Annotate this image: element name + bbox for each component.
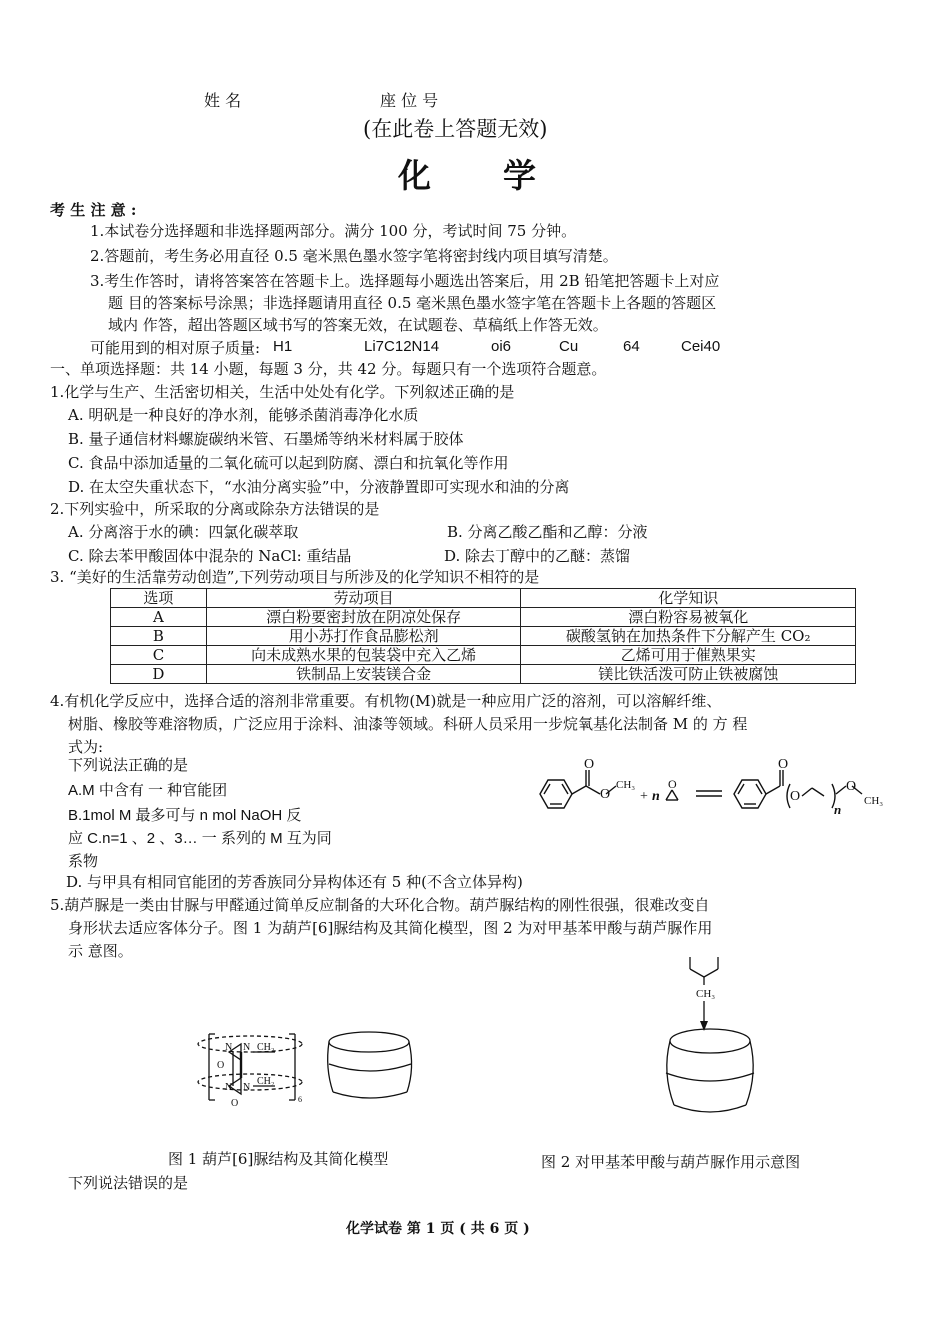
table-cell: C [111, 646, 207, 665]
atom-n: N [225, 1042, 233, 1053]
section-title: 一、单项选择题：共 14 小题，每题 3 分，共 42 分。每题只有一个选项符合题意。 [50, 360, 607, 378]
atomic-mass-h: H1 [273, 338, 293, 355]
q3-stem: 3. “美好的生活靠劳动创造”,下列劳动项目与所涉及的化学知识不相符的是 [50, 568, 540, 586]
table-cell: D [111, 665, 207, 684]
atom-o: O [668, 777, 677, 791]
atom-n: N [243, 1042, 251, 1053]
table-row [111, 646, 856, 665]
notice-item-2: 2.答题前，考生务必用直径 0.5 毫米黑色墨水签字笔将密封线内项目填写清楚。 [90, 247, 618, 265]
table-header-cell: 劳动项目 [206, 589, 521, 608]
invalid-note: (在此卷上答题无效) [363, 117, 548, 141]
q1-option-a: A. 明矾是一种良好的净水剂，能够杀菌消毒净化水质 [68, 406, 419, 424]
table-row [111, 627, 856, 646]
figure2-caption: 图 2 对甲基苯甲酸与葫芦脲作用示意图 [541, 1153, 801, 1171]
notice-item-3-line2: 题 目的答案标号涂黑；非选择题请用直径 0.5 毫米黑色墨水签字笔在答题卡上各题的答题区 [108, 294, 717, 312]
table-row [111, 608, 856, 627]
q1-option-d: D. 在太空失重状态下，“水油分离实验”中，分液静置即可实现水和油的分离 [68, 478, 570, 496]
atom-o: O [217, 1060, 225, 1071]
n-subscript: n [834, 802, 842, 817]
ch3-left: CH₃ [616, 779, 636, 791]
q4-stem-line4: 下列说法正确的是 [68, 756, 189, 774]
table-cell: A [111, 608, 207, 627]
q1-stem: 1.化学与生产、生活密切相关，生活中处处有化学。下列叙述正确的是 [50, 383, 515, 401]
q5-stem-line2: 身形状去适应客体分子。图 1 为葫芦[6]脲结构及其简化模型，图 2 为对甲基苯甲酸与葫芦脲作用 [68, 919, 713, 937]
atomic-mass-o: oi6 [491, 338, 512, 355]
atom-n: N [225, 1082, 233, 1093]
subscript-6: 6 [298, 1095, 302, 1104]
page-footer: 化学试卷 第 1 页 ( 共 6 页 ) [346, 1221, 530, 1237]
figure1-caption: 图 1 葫芦[6]脲结构及其简化模型 [168, 1150, 389, 1168]
q4-option-c-line1: 应 C.n=1 、2 、3… 一 系列的 M 互为同 [68, 830, 332, 847]
notice-item-3-line1: 3.考生作答时，请将答案答在答题卡上。选择题每小题选出答案后，用 2B 铅笔把答题卡上对应 [90, 272, 720, 290]
notice-heading: 考 生 注 意 : [50, 201, 137, 219]
q4-stem-line1: 4.有机化学反应中，选择合适的溶剂非常重要。有机物(M)就是一种应用广泛的溶剂，可以溶解纤维、 [50, 692, 722, 710]
ch3-right: CH₃ [864, 795, 884, 807]
q4-option-b: B.1mol M 最多可与 n mol NaOH 反 [68, 807, 302, 824]
atomic-mass-ce: Cei40 [681, 338, 721, 355]
table-header-row [111, 589, 856, 608]
notice-item-1: 1.本试卷分选择题和非选择题两部分。满分 100 分，考试时间 75 分钟。 [90, 222, 577, 240]
q5-question-tail: 下列说法错误的是 [68, 1174, 189, 1192]
q5-stem-line3: 示 意图。 [68, 942, 133, 960]
q2-option-b: B. 分离乙酸乙酯和乙醇：分液 [447, 523, 648, 541]
figure1-cucurbituril [195, 1030, 425, 1110]
atom-n: N [243, 1082, 251, 1093]
notice-item-3-line3: 域内 作答，超出答题区域书写的答案无效，在试题卷、草稿纸上作答无效。 [108, 316, 608, 334]
table-cell: 漂白粉要密封放在阴凉处保存 [206, 608, 521, 627]
atom-o: O [778, 757, 789, 772]
table-cell: 碳酸氢钠在加热条件下分解产生 CO₂ [521, 627, 856, 646]
name-label: 姓 名 [204, 91, 242, 110]
q1-option-c: C. 食品中添加适量的二氧化硫可以起到防腐、漂白和抗氧化等作用 [68, 454, 509, 472]
atom-o: O [846, 779, 857, 794]
atom-o: O [231, 1098, 239, 1109]
table-cell: 用小苏打作食品膨松剂 [206, 627, 521, 646]
ch2-label: CH₂ [257, 1076, 275, 1087]
seat-label: 座 位 号 [380, 91, 439, 110]
table-cell: B [111, 627, 207, 646]
table-cell: 乙烯可用于催熟果实 [521, 646, 856, 665]
q5-stem-line1: 5.葫芦脲是一类由甘脲与甲醛通过简单反应制备的大环化合物。葫芦脲结构的刚性很强，很难改变自 [50, 896, 710, 914]
ch3-label: CH₃ [696, 988, 716, 1000]
q4-stem-line2: 树脂、橡胶等难溶物质，广泛应用于涂料、油漆等领域。科研人员采用一步烷氧基化法制备 M 的 方 程 [68, 715, 748, 733]
atomic-mass-li-c-n: Li7C12N14 [364, 338, 440, 355]
figure2-host-guest [660, 955, 760, 1120]
atom-o: O [790, 789, 801, 804]
table-row [111, 665, 856, 684]
q4-option-a: A.M 中含有 一 种官能团 [68, 782, 228, 799]
n-coefficient: n [652, 789, 660, 804]
ch2-label: CH₂ [257, 1042, 275, 1053]
table-cell: 铁制品上安装镁合金 [206, 665, 521, 684]
page-title: 化 学 [398, 156, 538, 195]
atom-o: O [584, 757, 595, 772]
table-cell: 镁比铁活泼可防止铁被腐蚀 [521, 665, 856, 684]
atomic-mass-label: 可能用到的相对原子质量: [90, 339, 261, 357]
atom-o: O [600, 787, 611, 802]
plus-sign: + [640, 789, 648, 804]
table-cell: 向未成熟水果的包装袋中充入乙烯 [206, 646, 521, 665]
q2-stem: 2.下列实验中，所采取的分离或除杂方法错误的是 [50, 500, 380, 518]
atomic-mass-cu: Cu [559, 338, 579, 355]
reaction-equation [528, 756, 900, 826]
atomic-mass-64: 64 [623, 338, 640, 355]
q2-option-a: A. 分离溶于水的碘：四氯化碳萃取 [68, 523, 299, 541]
q2-option-c: C. 除去苯甲酸固体中混杂的 NaCl: 重结晶 [68, 547, 352, 565]
table-header-cell: 选项 [111, 589, 207, 608]
q1-option-b: B. 量子通信材料螺旋碳纳米管、石墨烯等纳米材料属于胶体 [68, 430, 464, 448]
q4-option-d: D. 与甲具有相同官能团的芳香族同分异构体还有 5 种(不含立体异构) [66, 873, 523, 891]
q3-table [110, 588, 856, 684]
table-cell: 漂白粉容易被氧化 [521, 608, 856, 627]
q2-option-d: D. 除去丁醇中的乙醚：蒸馏 [444, 547, 631, 565]
table-header-cell: 化学知识 [521, 589, 856, 608]
q4-option-c-line2: 系物 [68, 852, 99, 870]
q4-stem-line3: 式为: [68, 738, 104, 756]
